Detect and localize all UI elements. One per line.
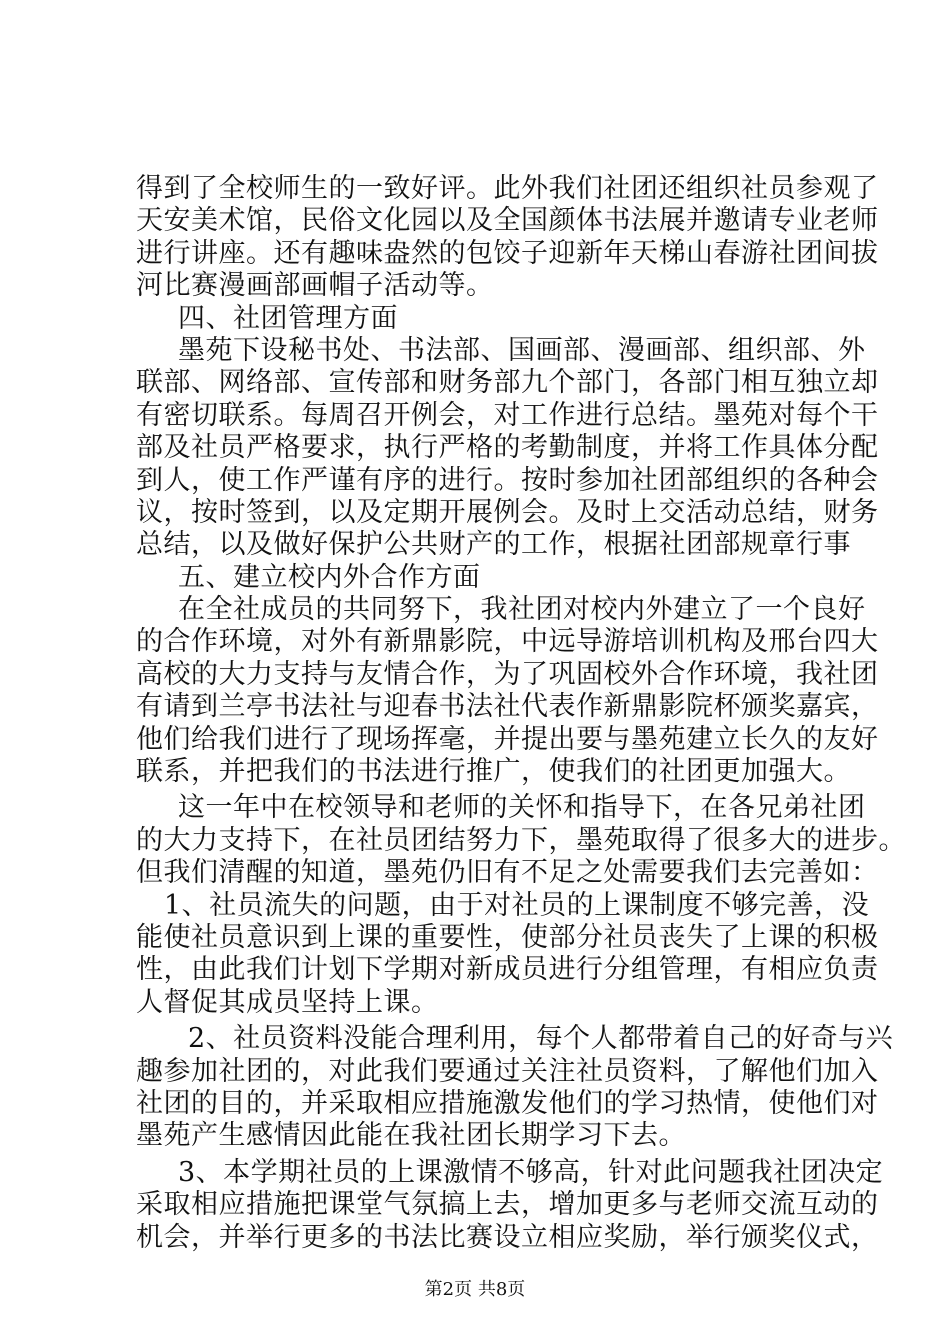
text-line: 他们给我们进行了现场挥毫，并提出要与墨苑建立长久的友好	[136, 723, 879, 755]
text-line: 能使社员意识到上课的重要性，使部分社员丧失了上课的积极	[136, 921, 879, 953]
text-line: 趣参加社团的，对此我们要通过关注社员资料，了解他们加入	[136, 1055, 879, 1087]
text-line: 的合作环境，对外有新鼎影院，中远导游培训机构及邢台四大	[136, 626, 879, 658]
text-line: 这一年中在校领导和老师的关怀和指导下，在各兄弟社团	[178, 792, 866, 824]
list-item: 1、社员流失的问题，由于对社员的上课制度不够完善，没	[164, 889, 870, 921]
text-line: 有请到兰亭书法社与迎春书法社代表作新鼎影院杯颁奖嘉宾，	[136, 691, 879, 723]
text-line: 人督促其成员坚持上课。	[136, 986, 439, 1018]
section-heading: 五、建立校内外合作方面	[178, 561, 481, 593]
text-line: 性，由此我们计划下学期对新成员进行分组管理，有相应负责	[136, 954, 879, 986]
text-line: 高校的大力支持与友情合作，为了巩固校外合作环境，我社团	[136, 658, 879, 690]
text-line: 议，按时签到，以及定期开展例会。及时上交活动总结，财务	[136, 496, 879, 528]
text-line: 河比赛漫画部画帽子活动等。	[136, 270, 494, 302]
text-line: 但我们清醒的知道，墨苑仍旧有不足之处需要我们去完善如：	[136, 857, 879, 889]
text-line: 进行讲座。还有趣味盎然的包饺子迎新年天梯山春游社团间拔	[136, 237, 879, 269]
text-line: 机会，并举行更多的书法比赛设立相应奖励，举行颁奖仪式，	[136, 1221, 879, 1253]
text-line: 总结，以及做好保护公共财产的工作，根据社团部规章行事	[136, 529, 851, 561]
text-line: 有密切联系。每周召开例会，对工作进行总结。墨苑对每个干	[136, 399, 879, 431]
text-line: 得到了全校师生的一致好评。此外我们社团还组织社员参观了	[136, 173, 879, 204]
text-line: 的大力支持下，在社员团结努力下，墨苑取得了很多大的进步。	[136, 824, 906, 856]
body-text	[136, 173, 906, 1254]
text-line: 部及社员严格要求，执行严格的考勤制度，并将工作具体分配	[136, 432, 879, 464]
text-line: 到人，使工作严谨有序的进行。按时参加社团部组织的各种会	[136, 464, 879, 496]
text-line: 墨苑产生感情因此能在我社团长期学习下去。	[136, 1120, 686, 1152]
text-line: 天安美术馆，民俗文化园以及全国颜体书法展并邀请专业老师	[136, 205, 879, 237]
text-line: 采取相应措施把课堂气氛搞上去，增加更多与老师交流互动的	[136, 1189, 879, 1221]
text-line: 社团的目的，并采取相应措施激发他们的学习热情，使他们对	[136, 1087, 879, 1119]
text-line: 墨苑下设秘书处、书法部、国画部、漫画部、组织部、外	[178, 334, 866, 366]
section-heading: 四、社团管理方面	[178, 302, 398, 334]
text-line: 联部、网络部、宣传部和财务部九个部门，各部门相互独立却	[136, 367, 879, 399]
text-line: 在全社成员的共同努下，我社团对校内外建立了一个良好	[178, 594, 866, 626]
list-item: 3、本学期社员的上课激情不够高，针对此问题我社团决定	[178, 1156, 884, 1188]
text-line: 联系，并把我们的书法进行推广，使我们的社团更加强大。	[136, 756, 851, 788]
list-item: 2、社员资料没能合理利用，每个人都带着自己的好奇与兴	[188, 1023, 894, 1055]
page-number-footer: 第2页 共8页	[424, 1279, 526, 1300]
